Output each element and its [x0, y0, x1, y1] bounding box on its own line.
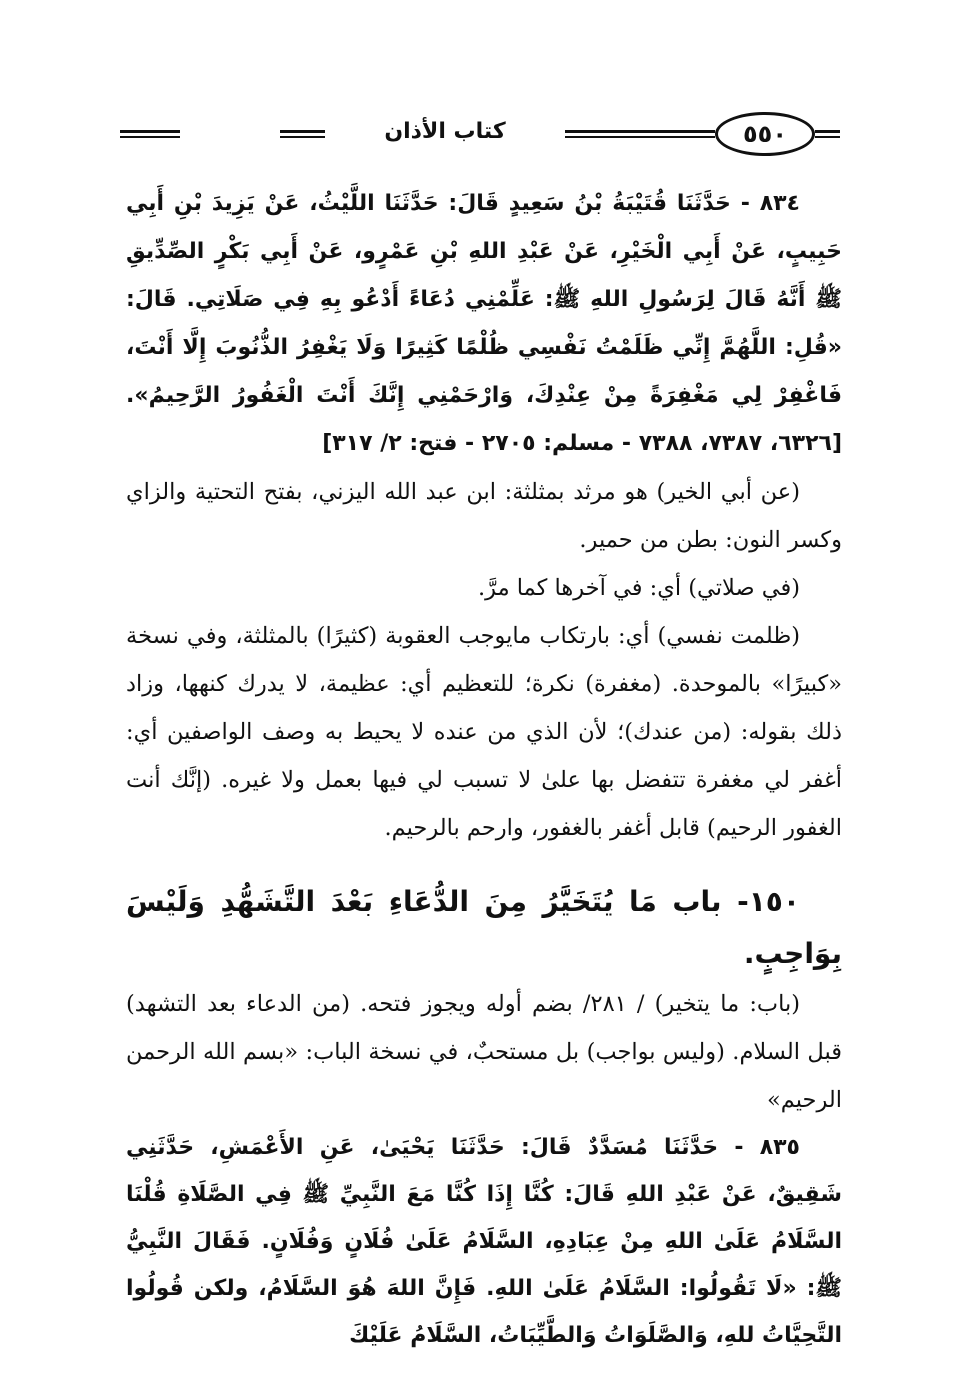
- header-rule-right: [815, 130, 840, 133]
- header-rule-left: [120, 130, 180, 133]
- page-number: ٥٥٠: [715, 112, 815, 156]
- header-rule-right-2: [815, 136, 840, 138]
- hadith-835-text: ٨٣٥ - حَدَّثَنَا مُسَدَّدٌ قَالَ: حَدَّثَنَا يَحْيَىٰ، عَنِ الأَعْمَشِ، حَدَّثَنِي شَقِيقٌ، عَنْ عَبْدِ اللهِ قَالَ: كُنَّا إِذَا كُنَّا مَعَ النَّبِيِّ ﷺ فِي الصَّلَاةِ قُلْنَا السَّلَامُ عَلَىٰ اللهِ مِنْ عِبَادِهِ، السَّلَامُ عَلَىٰ فُلَانٍ وَفُلَانٍ. فَقَالَ النَّبِيُّ ﷺ: «لَا تَقُولُوا: السَّلَامُ عَلَىٰ اللهِ. فَإِنَّ اللهَ هُوَ السَّلَامُ، ولكن قُولُوا التَّحِيَّاتُ للهِ، وَالصَّلَوَاتُ وَالطَّيِّبَاتُ، السَّلَامُ عَلَيْكَ: [126, 1135, 842, 1348]
- commentary-paragraph: (باب: ما يتخير) / ٢٨١/ بضم أوله ويجوز فتحه. (من الدعاء بعد التشهد) قبل السلام. (وليس بواجب) بل مستحبٌ، في نسخة الباب: «بسم الله الرحمن الرحيم»: [126, 991, 842, 1113]
- page-body: [126, 180, 842, 1359]
- hadith-834-references: [٦٣٢٦، ٧٣٨٧، ٧٣٨٨ - مسلم: ٢٧٠٥ - فتح: ٢/ ٣١٧]: [322, 431, 842, 456]
- header-rule-left-2: [120, 136, 180, 138]
- hadith-834-text: ٨٣٤ - حَدَّثَنَا قُتَيْبَةُ بْنُ سَعِيدٍ قَالَ: حَدَّثَنَا اللَّيْثُ، عَنْ يَزِيدَ بْنِ أَبِي حَبِيبٍ، عَنْ أَبِي الْخَيْرِ، عَنْ عَبْدِ اللهِ بْنِ عَمْرٍو، عَنْ أَبِي بَكْرٍ الصِّدِّيقِ ﷺ أَنَّهُ قَالَ لِرَسُولِ اللهِ ﷺ: عَلِّمْنِي دُعَاءً أَدْعُو بِهِ فِي صَلَاتِي. قَالَ: «قُلِ: اللَّهُمَّ إِنِّي ظَلَمْتُ نَفْسِي ظُلْمًا كَثِيرًا وَلَا يَغْفِرُ الذُّنُوبَ إِلَّا أَنْتَ، فَاغْفِرْ لِي مَغْفِرَةً مِنْ عِنْدِكَ، وَارْحَمْنِي إِنَّكَ أَنْتَ الْغَفُورُ الرَّحِيمُ». [٦٣٢٦، ٧٣٨٧، ٧٣٨٨ - مسلم: ٢٧٠٥ - فتح: ٢/ ٣١٧]: [126, 191, 842, 456]
- commentary-paragraph: (في صلاتي) أي: في آخرها كما مرَّ.: [478, 575, 800, 601]
- book-title: كتاب الأذان: [325, 114, 565, 150]
- commentary-paragraph: (عن أبي الخير) هو مرثد بمثلثة: ابن عبد الله اليزني، بفتح التحتية والزاي وكسر النون: بطن من حمير.: [126, 479, 842, 553]
- page-header: [120, 108, 840, 158]
- chapter-heading: ١٥٠- باب مَا يُتَخَيَّرُ مِنَ الدُّعَاءِ بَعْدَ التَّشَهُّدِ وَلَيْسَ بِوَاجِبٍ.: [126, 885, 842, 970]
- commentary-paragraph: (ظلمت نفسي) أي: بارتكاب مايوجب العقوبة (كثيرًا) بالمثلثة، وفي نسخة «كبيرًا» بالموحدة. (مغفرة) نكرة؛ للتعظيم أي: عظيمة، لا يدرك كنهها، وزاد ذلك بقوله: (من عندك)؛ لأن الذي من عنده لا يحيط به وصف الواصفين أي: أغفر لي مغفرة تتفضل بها علىٰ لا تسبب لي فيها بعمل ولا غيره. (إنَّك أنت الغفور الرحيم) قابل أغفر بالغفور، وارحم بالرحيم.: [126, 623, 842, 841]
